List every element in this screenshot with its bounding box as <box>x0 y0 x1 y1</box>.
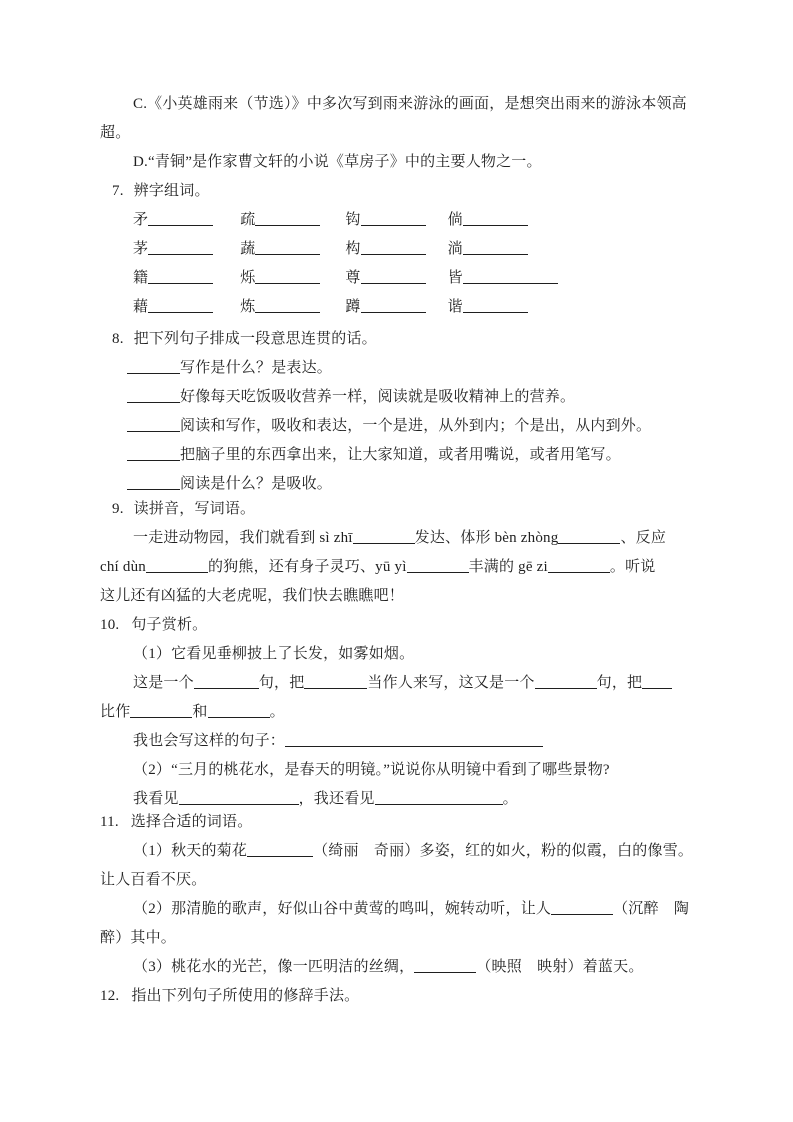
q10-1-analysis-1 <box>100 669 733 698</box>
text-run: 把下列句子排成一段意思连贯的话。 <box>133 331 377 347</box>
option-c-line-1 <box>100 90 733 119</box>
text-run: 指出下列句子所使用的修辞手法。 <box>131 988 360 1004</box>
fill-in-blank <box>463 210 528 226</box>
text-run: 当作人来写，这又是一个 <box>367 675 535 691</box>
text-run: 发达、体形 bèn zhòng <box>414 530 559 546</box>
spacer <box>426 252 448 253</box>
fill-in-blank <box>148 210 213 226</box>
text-run: 籍 <box>133 270 149 286</box>
spacer <box>124 512 134 513</box>
text-run: 蔬 <box>240 241 256 257</box>
fill-in-blank <box>361 268 426 284</box>
fill-in-blank <box>361 239 426 255</box>
q11-2-line-1 <box>100 895 733 924</box>
fill-in-blank <box>127 474 180 490</box>
fill-in-blank <box>194 673 259 689</box>
q9-line-1 <box>100 524 733 553</box>
text-run: （沉醉 陶 <box>613 901 690 917</box>
q11-1-line-2 <box>100 866 733 895</box>
text-run: 辨字组词。 <box>133 183 210 199</box>
text-run: 11. <box>100 814 119 830</box>
text-run: 我也会写这样的句子： <box>133 733 286 749</box>
text-run: （映照 映射）着蓝天。 <box>476 959 644 975</box>
text-run: （2）“三月的桃花水，是春天的明镜。”说说你从明镜中看到了哪些景物? <box>133 762 610 778</box>
fill-in-blank <box>642 673 672 689</box>
q8-item-3 <box>100 412 733 441</box>
option-c-line-2 <box>100 119 733 148</box>
q10-header <box>100 611 733 640</box>
text-run: 尊 <box>345 270 361 286</box>
q8-header <box>100 325 733 354</box>
q8-item-2 <box>100 383 733 412</box>
q11-1-line-1 <box>100 837 733 866</box>
fill-in-blank <box>255 268 320 284</box>
spacer <box>213 281 240 282</box>
text-run: 让人百看不厌。 <box>100 872 207 888</box>
text-run: 钩 <box>345 212 361 228</box>
text-run: 阅读和写作，吸收和表达，一个是进，从外到内；个是出，从内到外。 <box>180 418 652 434</box>
q11-3-line <box>100 953 733 982</box>
fill-in-blank <box>414 957 476 973</box>
q7-row-3 <box>100 264 733 293</box>
fill-in-blank <box>407 557 469 573</box>
q10-2-sentence <box>100 756 733 785</box>
text-run: 蹲 <box>345 299 361 315</box>
text-run: 、反应 <box>620 530 667 546</box>
spacer <box>124 342 134 343</box>
text-run: 炼 <box>240 299 256 315</box>
fill-in-blank <box>146 557 208 573</box>
fill-in-blank <box>361 210 426 226</box>
spacer <box>426 223 448 224</box>
fill-in-blank <box>463 268 558 284</box>
text-run: 茅 <box>133 241 149 257</box>
q8-item-4 <box>100 441 733 470</box>
fill-in-blank <box>179 789 299 805</box>
text-run: C.《小英雄雨来（节选）》中多次写到雨来游泳的画面，是想突出雨来的游泳本领高 <box>133 96 687 112</box>
text-run: D.“青铜”是作家曹文轩的小说《草房子》中的主要人物之一。 <box>133 154 542 170</box>
text-run: 9. <box>112 501 124 517</box>
text-run: 写作是什么？是表达。 <box>180 360 333 376</box>
q10-1-write-own <box>100 727 733 756</box>
q10-1-analysis-2 <box>100 698 733 727</box>
text-run: （2）那清脆的歌声，好似山谷中黄莺的鸣叫，婉转动听，让人 <box>133 901 552 917</box>
text-run: （1）它看见垂柳披上了长发，如雾如烟。 <box>133 646 415 662</box>
fill-in-blank <box>127 445 180 461</box>
text-run: 好像每天吃饭吸收营养一样，阅读就是吸收精神上的营养。 <box>180 389 576 405</box>
text-run: 10. <box>100 617 120 633</box>
text-run: 皆 <box>447 270 463 286</box>
text-run: 12. <box>100 988 120 1004</box>
fill-in-blank <box>255 297 320 313</box>
text-run: 这儿还有凶猛的大老虎呢，我们快去瞧瞧吧！ <box>100 588 405 604</box>
text-run: 的狗熊，还有身子灵巧、yū yì <box>207 559 407 575</box>
fill-in-blank <box>127 387 180 403</box>
q7-row-2 <box>100 235 733 264</box>
spacer <box>213 252 240 253</box>
text-run: 一走进动物园，我们就看到 sì zhī <box>133 530 353 546</box>
q7-row-1 <box>100 206 733 235</box>
option-d <box>100 148 733 177</box>
q8-item-1 <box>100 354 733 383</box>
fill-in-blank <box>255 210 320 226</box>
text-run: 读拼音，写词语。 <box>133 501 256 517</box>
q9-header <box>100 495 733 524</box>
spacer <box>213 310 240 311</box>
spacer <box>119 999 131 1000</box>
fill-in-blank <box>130 702 192 718</box>
q11-2-line-2 <box>100 924 733 953</box>
text-run: 疏 <box>240 212 256 228</box>
spacer <box>426 281 448 282</box>
text-run: 藉 <box>133 299 149 315</box>
text-run: 。 <box>269 704 285 720</box>
text-run: 7. <box>112 183 124 199</box>
fill-in-blank <box>535 673 597 689</box>
spacer <box>119 628 131 629</box>
fill-in-blank <box>148 268 213 284</box>
text-run: ，我还看见 <box>298 791 375 807</box>
spacer <box>119 825 131 826</box>
q7-header <box>100 177 733 206</box>
fill-in-blank <box>285 731 543 747</box>
fill-in-blank <box>551 899 613 915</box>
text-run: 倘 <box>447 212 463 228</box>
text-run: 这是一个 <box>133 675 194 691</box>
q12-header <box>100 982 733 1011</box>
text-run: 句，把 <box>596 675 643 691</box>
fill-in-blank <box>247 841 313 857</box>
q7-row-4 <box>100 293 733 322</box>
text-run: 矛 <box>133 212 149 228</box>
fill-in-blank <box>148 239 213 255</box>
fill-in-blank <box>463 239 528 255</box>
text-run: 比作 <box>100 704 131 720</box>
fill-in-blank <box>558 528 620 544</box>
text-run: 构 <box>345 241 361 257</box>
text-run: 。 <box>502 791 518 807</box>
fill-in-blank <box>255 239 320 255</box>
text-run: （3）桃花水的光芒，像一匹明洁的丝绸， <box>133 959 415 975</box>
q9-line-2 <box>100 553 733 582</box>
spacer <box>320 281 345 282</box>
fill-in-blank <box>375 789 503 805</box>
spacer <box>124 194 134 195</box>
fill-in-blank <box>127 416 180 432</box>
text-run: 选择合适的词语。 <box>130 814 253 830</box>
text-run: 丰满的 gē zi <box>468 559 548 575</box>
text-run: （1）秋天的菊花 <box>133 843 248 859</box>
text-run: 淌 <box>447 241 463 257</box>
text-run: 和 <box>192 704 208 720</box>
fill-in-blank <box>361 297 426 313</box>
fill-in-blank <box>127 358 180 374</box>
fill-in-blank <box>208 702 270 718</box>
q10-1-sentence <box>100 640 733 669</box>
text-run: 超。 <box>100 125 131 141</box>
text-run: 把脑子里的东西拿出来，让大家知道，或者用嘴说，或者用笔写。 <box>180 447 621 463</box>
spacer <box>426 310 448 311</box>
text-run: （绮丽 奇丽）多姿，红的如火，粉的似霞，白的像雪。 <box>313 843 694 859</box>
fill-in-blank <box>148 297 213 313</box>
fill-in-blank <box>353 528 415 544</box>
text-run: 句子赏析。 <box>131 617 208 633</box>
fill-in-blank <box>548 557 610 573</box>
text-run: 谐 <box>447 299 463 315</box>
spacer <box>320 252 345 253</box>
text-run: 阅读是什么？是吸收。 <box>180 476 333 492</box>
spacer <box>320 310 345 311</box>
worksheet-body <box>100 90 733 1011</box>
text-run: 8. <box>112 331 124 347</box>
text-run: 。听说 <box>609 559 656 575</box>
text-run: chí dùn <box>100 559 146 575</box>
spacer <box>213 223 240 224</box>
text-run: 我看见 <box>133 791 179 807</box>
q9-line-3 <box>100 582 733 611</box>
fill-in-blank <box>463 297 528 313</box>
text-run: 句，把 <box>258 675 305 691</box>
text-run: 烁 <box>240 270 256 286</box>
spacer <box>320 223 345 224</box>
text-run: 醉）其中。 <box>100 930 177 946</box>
fill-in-blank <box>304 673 367 689</box>
